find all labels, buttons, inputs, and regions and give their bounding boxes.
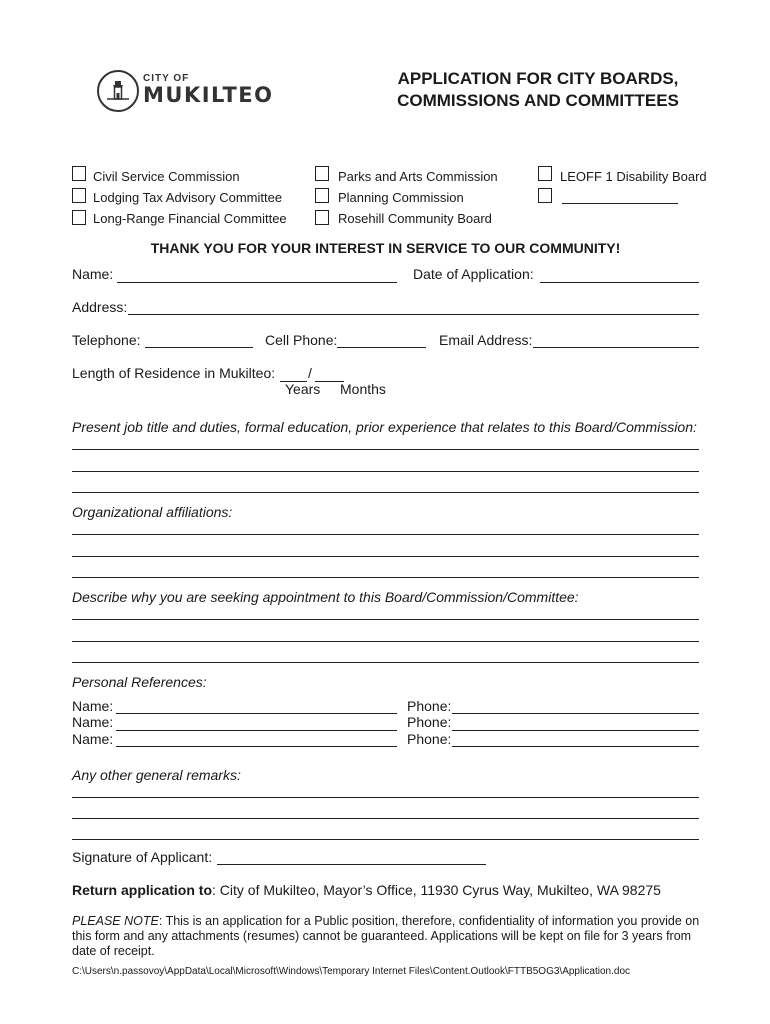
- telephone-label: Telephone:: [72, 332, 141, 348]
- page-title: [383, 68, 693, 112]
- logo-city-of: CITY OF: [143, 73, 190, 84]
- reference-name-field[interactable]: [116, 712, 397, 714]
- checkbox-parks-arts[interactable]: [315, 166, 329, 181]
- label-long-range: Long-Range Financial Committee: [93, 211, 287, 226]
- email-field[interactable]: [533, 346, 699, 348]
- title-line-2: COMMISSIONS AND COMMITTEES: [397, 91, 679, 110]
- thank-you-heading: THANK YOU FOR YOUR INTEREST IN SERVICE TO OUR COMMUNITY!: [150, 240, 621, 256]
- job-prompt: Present job title and duties, formal education, prior experience that relates to this Board/Commission:: [72, 419, 697, 435]
- reference-name-label: Name:: [72, 731, 114, 747]
- remarks-line[interactable]: [72, 839, 699, 840]
- affiliations-line[interactable]: [72, 534, 699, 535]
- reference-name-label: Name:: [72, 714, 114, 730]
- why-prompt: Describe why you are seeking appointment to this Board/Commission/Committee:: [72, 589, 579, 605]
- label-planning: Planning Commission: [338, 190, 464, 205]
- logo-mukilteo: MUKILTEO: [143, 83, 274, 107]
- lighthouse-icon: [97, 70, 139, 112]
- job-line[interactable]: [72, 492, 699, 493]
- remarks-line[interactable]: [72, 797, 699, 798]
- job-line[interactable]: [72, 449, 699, 450]
- months-label: Months: [340, 381, 386, 397]
- label-leoff: LEOFF 1 Disability Board: [560, 169, 707, 184]
- email-label: Email Address:: [439, 332, 533, 348]
- cell-label: Cell Phone:: [265, 332, 338, 348]
- why-line[interactable]: [72, 641, 699, 642]
- note-label: PLEASE NOTE: [72, 914, 159, 928]
- reference-phone-field[interactable]: [452, 745, 699, 747]
- file-path: C:\Users\n.passovoy\AppData\Local\Microsoft\Windows\Temporary Internet Files\Content.Outlook\FTTB5OG3\Application.doc: [72, 966, 631, 977]
- address-field[interactable]: [128, 313, 699, 315]
- name-label: Name:: [72, 266, 114, 282]
- reference-name-field[interactable]: [116, 745, 397, 747]
- date-field[interactable]: [540, 281, 699, 283]
- label-parks-arts: Parks and Arts Commission: [338, 169, 498, 184]
- remarks-line[interactable]: [72, 818, 699, 819]
- checkbox-lodging-tax[interactable]: [72, 188, 86, 203]
- affiliations-prompt: Organizational affiliations:: [72, 504, 233, 520]
- date-label: Date of Application:: [413, 266, 534, 282]
- address-label: Address:: [72, 299, 128, 315]
- city-logo: [97, 70, 277, 112]
- checkbox-other[interactable]: [538, 188, 552, 203]
- checkbox-planning[interactable]: [315, 188, 329, 203]
- note-text: : This is an application for a Public position, therefore, confidentiality of information you provide on this form and any attachments (resumes) cannot be guaranteed. Applications will be kept on file for 3 years from date of receipt.: [72, 914, 700, 958]
- years-label: Years: [285, 381, 321, 397]
- reference-phone-label: Phone:: [407, 714, 452, 730]
- label-lodging-tax: Lodging Tax Advisory Committee: [93, 190, 283, 205]
- residence-separator: /: [308, 365, 312, 381]
- reference-phone-field[interactable]: [452, 729, 699, 731]
- label-rosehill: Rosehill Community Board: [338, 211, 492, 226]
- references-prompt: Personal References:: [72, 674, 207, 690]
- job-line[interactable]: [72, 471, 699, 472]
- signature-label: Signature of Applicant:: [72, 849, 213, 865]
- label-civil-service: Civil Service Commission: [93, 169, 240, 184]
- telephone-field[interactable]: [145, 346, 253, 348]
- please-note: [72, 914, 702, 959]
- reference-name-label: Name:: [72, 698, 114, 714]
- checkbox-leoff[interactable]: [538, 166, 552, 181]
- affiliations-line[interactable]: [72, 556, 699, 557]
- cell-field[interactable]: [337, 346, 426, 348]
- remarks-prompt: Any other general remarks:: [72, 767, 241, 783]
- checkbox-civil-service[interactable]: [72, 166, 86, 181]
- checkbox-rosehill[interactable]: [315, 210, 329, 225]
- reference-phone-field[interactable]: [452, 712, 699, 714]
- return-label: Return application to: [72, 882, 212, 898]
- reference-phone-label: Phone:: [407, 731, 452, 747]
- title-line-1: APPLICATION FOR CITY BOARDS,: [397, 69, 679, 88]
- signature-field[interactable]: [217, 863, 486, 865]
- why-line[interactable]: [72, 662, 699, 663]
- affiliations-line[interactable]: [72, 577, 699, 578]
- checkbox-long-range[interactable]: [72, 210, 86, 225]
- reference-phone-label: Phone:: [407, 698, 452, 714]
- return-text: : City of Mukilteo, Mayor’s Office, 11930 Cyrus Way, Mukilteo, WA 98275: [212, 882, 661, 898]
- other-board-field[interactable]: [562, 202, 678, 204]
- name-field[interactable]: [117, 281, 397, 283]
- reference-name-field[interactable]: [116, 729, 397, 731]
- residence-label: Length of Residence in Mukilteo:: [72, 365, 276, 381]
- why-line[interactable]: [72, 619, 699, 620]
- return-address: [72, 882, 661, 898]
